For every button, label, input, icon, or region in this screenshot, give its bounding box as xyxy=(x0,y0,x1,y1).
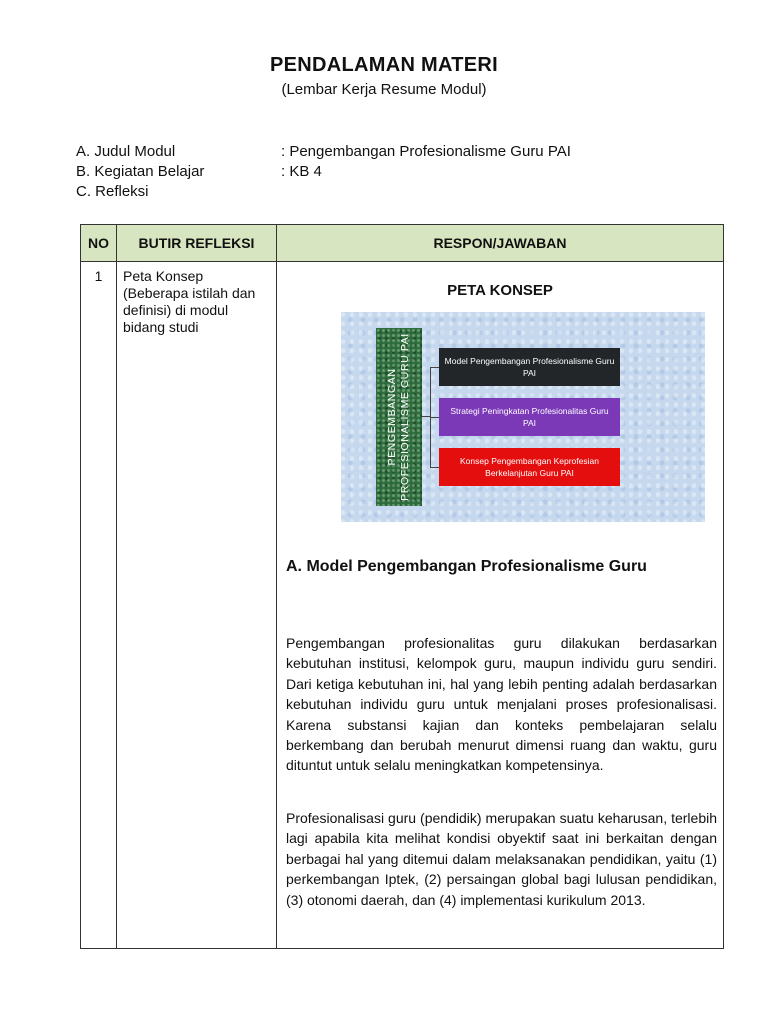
root-label-line-2: PROFESIONALISME GURU PAI xyxy=(399,333,411,501)
connector-branch-1 xyxy=(430,367,439,368)
meta-value: : KB 4 xyxy=(281,163,322,180)
page-subtitle: (Lembar Kerja Resume Modul) xyxy=(281,81,487,98)
meta-key: C. Refleksi xyxy=(76,183,149,200)
concept-map-diagram xyxy=(341,312,705,522)
page-title: PENDALAMAN MATERI xyxy=(269,54,499,76)
meta-key: A. Judul Modul xyxy=(76,143,176,160)
meta-row-kegiatan xyxy=(76,162,571,182)
concept-node-konsep: Konsep Pengembangan Keprofesian Berkelanjutan Guru PAI xyxy=(439,448,620,486)
concept-node-model: Model Pengembangan Profesionalisme Guru PAI xyxy=(439,348,620,386)
meta-key: B. Kegiatan Belajar xyxy=(76,163,205,180)
header-no: NO xyxy=(81,225,117,261)
section-a-paragraph-2: Profesionalisasi guru (pendidik) merupakan suatu keharusan, terlebih lagi apabila kita melihat kondisi obyektif saat ini berkaitan dengan berbagai hal yang ditemui dalam melaksanakan pendidikan, yaitu (1) perkembangan Iptek, (2) persaingan global bagi lulusan pendidikan, (3) otonomi daerah, dan (4) implementasi kurikulum 2013. xyxy=(286,810,717,908)
section-a-paragraph-1: Pengembangan profesionalitas guru dilakukan berdasarkan kebutuhan institusi, kelompok guru, maupun individu guru sendiri. Dari ketiga kebutuhan ini, hal yang lebih penting adalah berdasarkan kebutuhan individu guru untuk menjalani proses profesionalisasi. Karena substansi kajian dan konteks pembelajaran selalu berkembang dan berubah menurut dimensi ruang dan waktu, guru dituntut untuk selalu meningkatkan kompetensinya. xyxy=(286,635,717,774)
reflection-table xyxy=(80,224,724,949)
concept-map-root xyxy=(376,328,422,506)
meta-row-refleksi xyxy=(76,182,571,202)
connector-branch-2 xyxy=(430,417,439,418)
row-number: 1 xyxy=(81,262,117,948)
meta-row-judul xyxy=(76,142,571,162)
table-row xyxy=(81,262,723,948)
row-butir: Peta Konsep (Beberapa istilah dan definisi) di modul bidang studi xyxy=(117,262,277,948)
concept-map-root-label xyxy=(386,333,412,501)
section-a-heading: A. Model Pengembangan Profesionalisme Guru xyxy=(286,558,647,575)
header-butir: BUTIR REFLEKSI xyxy=(117,225,277,261)
connector-stub xyxy=(422,416,430,417)
concept-node-strategi: Strategi Peningkatan Profesionalitas Guru PAI xyxy=(439,398,620,436)
module-info xyxy=(76,142,571,202)
root-label-line-1: PENGEMBANGAN xyxy=(386,368,398,466)
header-respon: RESPON/JAWABAN xyxy=(433,235,567,251)
connector-branch-3 xyxy=(430,467,439,468)
meta-value: : Pengembangan Profesionalisme Guru PAI xyxy=(281,143,571,160)
row-respon xyxy=(277,262,723,948)
table-header xyxy=(81,225,723,262)
peta-konsep-title: PETA KONSEP xyxy=(447,282,553,299)
